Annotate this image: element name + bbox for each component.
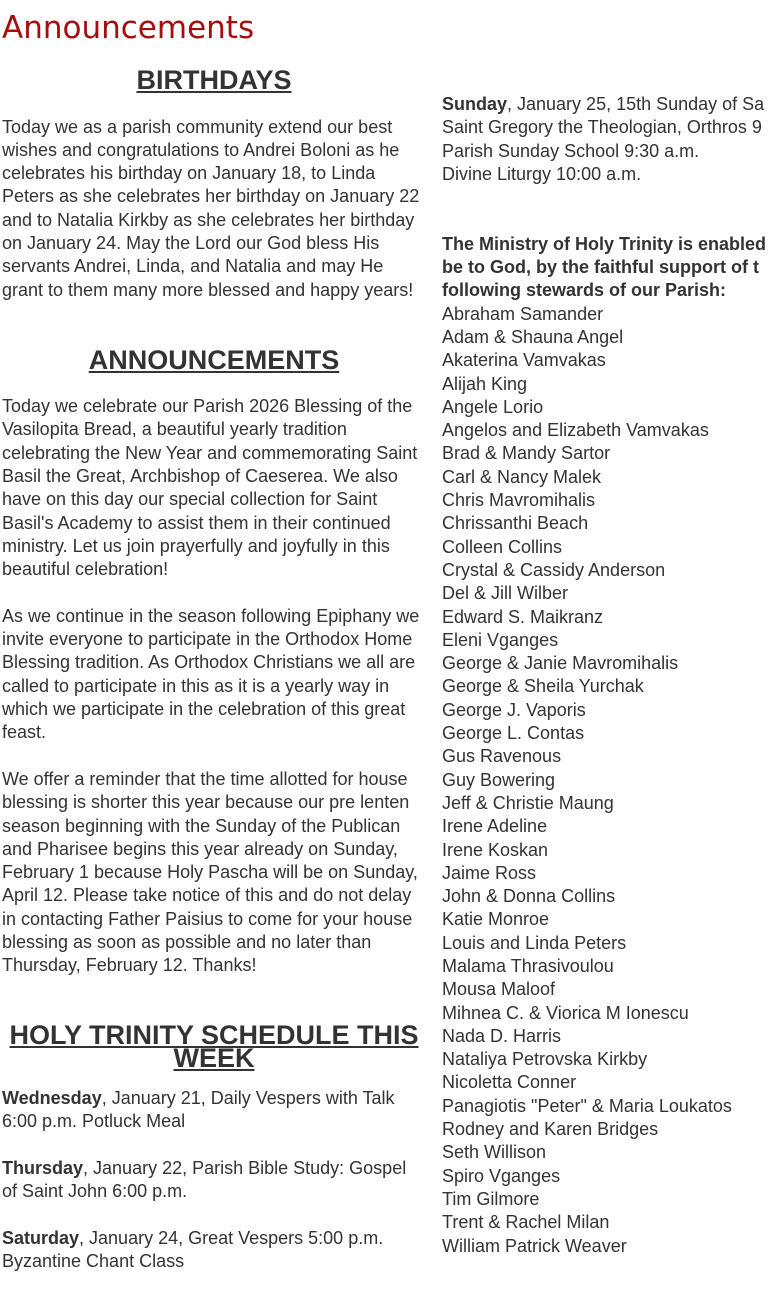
schedule-day: Saturday xyxy=(2,1227,80,1248)
announcement-paragraph: Today we celebrate our Parish 2026 Blessing of the Vasilopita Bread, a beautiful yearly tradition celebrating the New Year and commemorating Saint Basil the Great, Archbishop of Caeserea. We also have on this day our special collection for Saint Basil's Academy to assist them in their continued ministry. Let us join prayerfully and joyfully in this beautiful celebration! xyxy=(2,396,418,580)
steward-name: Adam & Shauna Angel xyxy=(442,326,624,347)
steward-name: Del & Jill Wilber xyxy=(442,583,569,604)
steward-name: John & Donna Collins xyxy=(442,886,616,907)
announcement-paragraph: We offer a reminder that the time allotted for house blessing is shorter this year because our pre lenten season beginning with the Sunday of the Publican and Pharisee begins this year already on Sunday, February 1 because Holy Pascha will be on Sunday, April 12. Please take notice of this and do not delay in contacting Father Paisius to come for your house blessing as soon as possible and no later than Thursday, February 12. Thanks! xyxy=(2,768,418,976)
schedule-day: Sunday xyxy=(442,94,508,114)
steward-name: Mousa Maloof xyxy=(442,979,556,1000)
schedule-heading: HOLY TRINITY SCHEDULE THIS WEEK xyxy=(9,1020,419,1074)
sunday-line: Divine Liturgy 10:00 a.m. xyxy=(442,163,642,184)
steward-name: Malama Thrasivoulou xyxy=(442,955,614,976)
steward-name: Tim Gilmore xyxy=(442,1188,540,1209)
steward-name: William Patrick Weaver xyxy=(442,1235,627,1256)
sunday-line xyxy=(442,93,768,116)
steward-name: Irene Koskan xyxy=(442,839,549,860)
steward-name: Angelos and Elizabeth Vamvakas xyxy=(442,420,709,441)
schedule-day: Thursday xyxy=(2,1157,84,1178)
steward-name: Gus Ravenous xyxy=(442,746,562,767)
steward-name: George & Sheila Yurchak xyxy=(442,676,644,697)
steward-name: Chrissanthi Beach xyxy=(442,513,589,534)
schedule-entry-wednesday xyxy=(2,1087,426,1134)
steward-name: Carl & Nancy Malek xyxy=(442,466,602,487)
steward-name: George & Janie Mavromihalis xyxy=(442,653,679,674)
steward-name: George J. Vaporis xyxy=(442,699,586,720)
steward-name: Jaime Ross xyxy=(442,862,537,883)
steward-name: Jeff & Christie Maung xyxy=(442,792,614,813)
birthdays-heading: BIRTHDAYS xyxy=(136,65,292,95)
steward-name: Alijah King xyxy=(442,373,528,394)
steward-name: Akaterina Vamvakas xyxy=(442,350,606,371)
steward-list xyxy=(442,303,768,1258)
stewards-intro-line: The Ministry of Holy Trinity is enabled xyxy=(442,233,767,254)
steward-name: Irene Adeline xyxy=(442,816,548,837)
stewards-intro-line: be to God, by the faithful support of t xyxy=(442,257,759,278)
steward-name: Mihnea C. & Viorica M Ionescu xyxy=(442,1002,689,1023)
announcements-heading: ANNOUNCEMENTS xyxy=(88,344,340,375)
steward-name: Rodney and Karen Bridges xyxy=(442,1119,659,1140)
steward-name: Spiro Vganges xyxy=(442,1165,561,1186)
left-column xyxy=(2,65,426,1273)
steward-name: Nada D. Harris xyxy=(442,1025,562,1046)
schedule-entry-thursday xyxy=(2,1157,426,1204)
schedule-details: , January 25, 15th Sunday of Sa xyxy=(507,94,765,114)
stewards-intro-line: following stewards of our Parish: xyxy=(442,280,727,301)
steward-name: Trent & Rachel Milan xyxy=(442,1212,610,1233)
steward-name: Edward S. Maikranz xyxy=(442,606,604,627)
sunday-line: Parish Sunday School 9:30 a.m. xyxy=(442,140,700,161)
stewards-intro xyxy=(442,233,768,303)
steward-name: Louis and Linda Peters xyxy=(442,932,627,953)
steward-name: Chris Mavromihalis xyxy=(442,490,596,511)
steward-name: Crystal & Cassidy Anderson xyxy=(442,559,666,580)
schedule-entry-sunday xyxy=(442,93,768,186)
steward-name: Nataliya Petrovska Kirkby xyxy=(442,1049,648,1070)
schedule-details: , January 22, Parish Bible Study: Gospel of Saint John 6:00 p.m. xyxy=(2,1157,407,1201)
steward-name: Brad & Mandy Sartor xyxy=(442,443,611,464)
steward-name: Colleen Collins xyxy=(442,536,563,557)
steward-name: Abraham Samander xyxy=(442,303,604,324)
steward-name: Katie Monroe xyxy=(442,909,550,930)
page-title: Announcements xyxy=(2,10,255,46)
right-column xyxy=(442,93,768,1258)
schedule-details: , January 21, Daily Vespers with Talk 6:00 p.m. Potluck Meal xyxy=(2,1087,395,1132)
birthdays-paragraph: Today we as a parish community extend our best wishes and congratulations to Andrei Boloni as he celebrates his birthday on January 18, to Linda Peters as she celebrates her birthday on January 22 and to Natalia Kirkby as she celebrates her birthday on January 24. May the Lord our God bless His servants Andrei, Linda, and Natalia and may He grant to them many more blessed and happy years! xyxy=(2,116,420,300)
steward-name: Seth Willison xyxy=(442,1142,547,1163)
sunday-line: Saint Gregory the Theologian, Orthros 9 xyxy=(442,117,762,138)
steward-name: George L. Contas xyxy=(442,723,585,744)
announcement-paragraph: As we continue in the season following Epiphany we invite everyone to participate in the Orthodox Home Blessing tradition. As Orthodox Christians we all are called to participate in this as it is a yearly way in which we participate in the celebration of this great feast. xyxy=(2,605,420,743)
schedule-details: , January 24, Great Vespers 5:00 p.m. Byzantine Chant Class xyxy=(2,1227,384,1271)
steward-name: Eleni Vganges xyxy=(442,629,559,650)
steward-name: Nicoletta Conner xyxy=(442,1072,577,1093)
steward-name: Panagiotis "Peter" & Maria Loukatos xyxy=(442,1095,732,1116)
schedule-entry-saturday xyxy=(2,1227,426,1274)
steward-name: Guy Bowering xyxy=(442,769,556,790)
schedule-day: Wednesday xyxy=(2,1087,102,1108)
steward-name: Angele Lorio xyxy=(442,396,544,417)
